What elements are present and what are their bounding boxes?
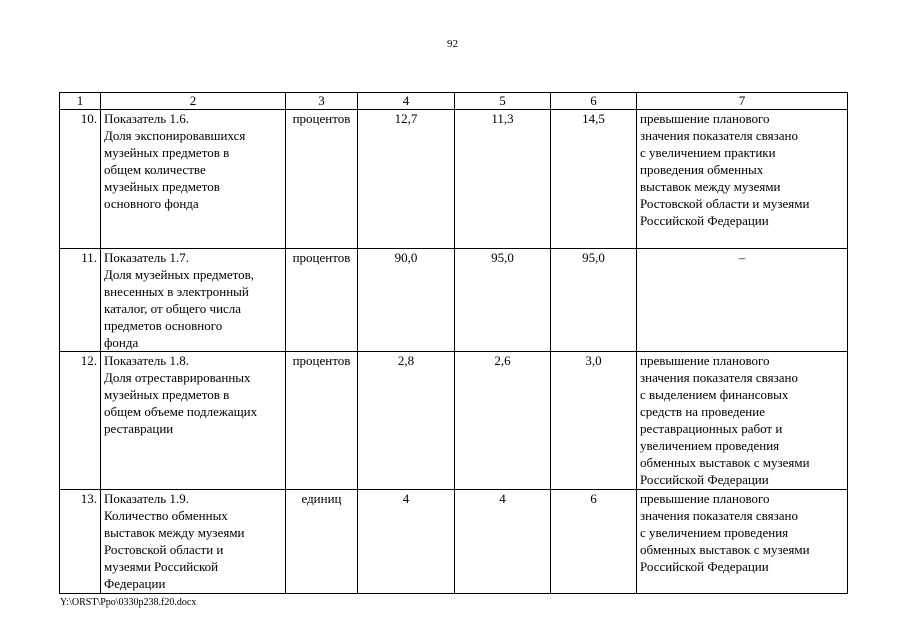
value-col6: 3,0 <box>551 352 637 490</box>
note: превышение планового значения показателя связано с выделением финансовых средств на проведение реставрационных работ и увеличением проведения обменных выставок с музеями Российской Федерации <box>637 352 848 490</box>
column-number-row <box>60 93 848 110</box>
value-col4: 2,8 <box>358 352 455 490</box>
table-row <box>60 352 848 490</box>
page-number: 92 <box>447 38 458 50</box>
value-col6: 14,5 <box>551 110 637 249</box>
unit: единиц <box>286 490 358 594</box>
column-header: 4 <box>358 93 455 110</box>
unit: процентов <box>286 110 358 249</box>
table-row <box>60 110 848 249</box>
value-col6: 95,0 <box>551 249 637 352</box>
indicator-name: Показатель 1.7. Доля музейных предметов, внесенных в электронный каталог, от общего числа предметов основного фонда <box>101 249 286 352</box>
column-header: 6 <box>551 93 637 110</box>
indicator-name: Показатель 1.6. Доля экспонировавшихся музейных предметов в общем количестве музейных предметов основного фонда <box>101 110 286 249</box>
value-col5: 2,6 <box>455 352 551 490</box>
row-number: 11. <box>60 249 101 352</box>
indicator-name: Показатель 1.9. Количество обменных выставок между музеями Ростовской области и музеями Российской Федерации <box>101 490 286 594</box>
table-row <box>60 249 848 352</box>
unit: процентов <box>286 249 358 352</box>
column-header: 2 <box>101 93 286 110</box>
value-col4: 4 <box>358 490 455 594</box>
indicator-name: Показатель 1.8. Доля отреставрированных музейных предметов в общем объеме подлежащих реставрации <box>101 352 286 490</box>
value-col5: 4 <box>455 490 551 594</box>
value-col4: 90,0 <box>358 249 455 352</box>
column-header: 1 <box>60 93 101 110</box>
row-number: 12. <box>60 352 101 490</box>
column-header: 7 <box>637 93 848 110</box>
file-path-footer: Y:\ORST\Ppo\0330p238.f20.docx <box>60 597 197 608</box>
value-col6: 6 <box>551 490 637 594</box>
column-header: 3 <box>286 93 358 110</box>
column-header: 5 <box>455 93 551 110</box>
table-row <box>60 490 848 594</box>
note: – <box>637 249 848 352</box>
indicators-table <box>59 92 848 594</box>
value-col5: 11,3 <box>455 110 551 249</box>
value-col5: 95,0 <box>455 249 551 352</box>
note: превышение планового значения показателя связано с увеличением практики проведения обменных выставок между музеями Ростовской области и музеями Российской Федерации <box>637 110 848 249</box>
unit: процентов <box>286 352 358 490</box>
note: превышение планового значения показателя связано с увеличением проведения обменных выставок с музеями Российской Федерации <box>637 490 848 594</box>
row-number: 13. <box>60 490 101 594</box>
value-col4: 12,7 <box>358 110 455 249</box>
row-number: 10. <box>60 110 101 249</box>
